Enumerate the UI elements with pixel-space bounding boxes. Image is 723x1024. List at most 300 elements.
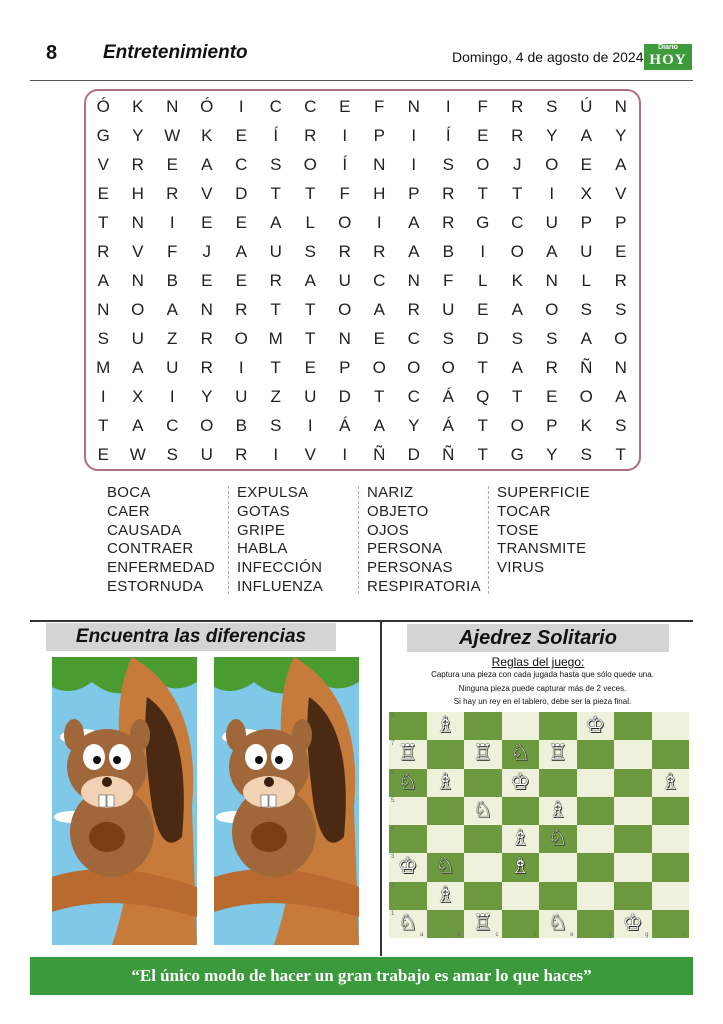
grid-letter: R [235, 444, 248, 464]
chess-piece: ♗ [435, 713, 456, 739]
grid-letter: B [235, 415, 247, 435]
file-label: f [609, 932, 611, 938]
grid-letter: E [477, 299, 489, 319]
grid-letter: T [98, 212, 109, 232]
board-square [427, 769, 465, 797]
file-label: h [682, 932, 686, 938]
word-item: GRIPE [237, 521, 286, 539]
word-item: CAER [107, 502, 150, 520]
grid-letter: U [166, 357, 179, 377]
word-item: TOSE [497, 521, 539, 539]
grid-letter: C [407, 386, 420, 406]
file-label: e [570, 932, 574, 938]
grid-letter: P [408, 183, 420, 203]
chess-piece: ♔ [510, 769, 531, 795]
squirrel-illustration [214, 657, 359, 945]
grid-letter: E [304, 357, 316, 377]
board-square [614, 882, 652, 910]
chess-piece: ♘ [510, 741, 531, 767]
grid-letter: R [166, 183, 179, 203]
grid-letter: T [512, 386, 523, 406]
word-item: VIRUS [497, 559, 545, 577]
squirrel-illustration [52, 657, 197, 945]
board-square [614, 853, 652, 881]
grid-letter: R [269, 270, 282, 290]
chess-piece: ♔ [397, 854, 418, 880]
board-square [427, 910, 465, 938]
grid-letter: I [445, 96, 451, 116]
grid-letter: N [373, 154, 386, 174]
grid-letter: N [545, 270, 558, 290]
file-label: d [532, 932, 536, 938]
grid-letter: K [132, 96, 144, 116]
board-square [464, 882, 502, 910]
grid-letter: S [615, 299, 627, 319]
grid-letter: S [580, 444, 592, 464]
grid-letter: R [442, 212, 455, 232]
board-square [614, 712, 652, 740]
board-square [427, 882, 465, 910]
grid-letter: R [200, 328, 213, 348]
squirrel-image-left [52, 657, 197, 945]
chess-piece: ♗ [435, 769, 456, 795]
grid-letter: E [373, 328, 385, 348]
grid-row [86, 266, 638, 295]
word-item: RESPIRATORIA [367, 577, 481, 595]
grid-letter: A [580, 125, 592, 145]
grid-letter: T [477, 444, 488, 464]
word-item: OBJETO [367, 502, 429, 520]
grid-letter: G [476, 212, 490, 232]
word-item: PERSONA [367, 540, 443, 558]
grid-letter: P [615, 212, 627, 232]
word-search-grid [86, 92, 638, 469]
grid-row [86, 150, 638, 179]
grid-letter: K [580, 415, 592, 435]
word-item: INFECCIÓN [237, 559, 323, 577]
grid-letter: A [97, 270, 109, 290]
grid-letter: Í [273, 125, 279, 145]
grid-letter: E [339, 96, 351, 116]
word-column [104, 484, 234, 596]
rank-label: 4 [391, 826, 395, 832]
grid-letter: N [338, 328, 351, 348]
board-square [464, 740, 502, 768]
grid-letter: E [235, 125, 247, 145]
grid-letter: E [580, 154, 592, 174]
grid-letter: C [269, 96, 282, 116]
squirrel-image-right [214, 657, 359, 945]
grid-row [86, 353, 638, 382]
grid-letter: R [200, 357, 213, 377]
grid-letter: V [201, 183, 213, 203]
grid-letter: O [545, 299, 559, 319]
board-square [577, 853, 615, 881]
grid-letter: A [511, 299, 523, 319]
chess-piece: ♖ [472, 910, 493, 936]
chess-piece: ♘ [547, 826, 568, 852]
board-square [652, 910, 690, 938]
file-label: a [420, 932, 424, 938]
issue-date: Domingo, 4 de agosto de 2024 [452, 49, 644, 65]
grid-row [86, 382, 638, 411]
grid-letter: N [407, 270, 420, 290]
grid-letter: R [511, 96, 524, 116]
grid-letter: S [511, 328, 523, 348]
board-square [389, 712, 427, 740]
board-square [652, 712, 690, 740]
grid-letter: T [615, 444, 626, 464]
rank-label: 8 [391, 713, 395, 719]
grid-letter: C [304, 96, 317, 116]
grid-letter: Q [476, 386, 490, 406]
grid-letter: R [235, 299, 248, 319]
grid-letter: O [510, 415, 524, 435]
grid-letter: A [304, 270, 316, 290]
board-square [502, 769, 540, 797]
grid-letter: N [131, 212, 144, 232]
rank-label: 7 [391, 741, 395, 748]
grid-letter: E [477, 125, 489, 145]
grid-letter: A [615, 154, 627, 174]
grid-letter: C [373, 270, 386, 290]
board-square [502, 825, 540, 853]
grid-letter: O [234, 328, 248, 348]
grid-letter: E [615, 241, 627, 261]
grid-letter: I [342, 125, 348, 145]
board-square [539, 853, 577, 881]
grid-letter: S [442, 154, 454, 174]
board-square [389, 910, 427, 938]
word-item: ENFERMEDAD [107, 559, 216, 577]
grid-letter: B [442, 241, 454, 261]
grid-letter: O [510, 241, 524, 261]
grid-letter: N [614, 357, 627, 377]
grid-letter: Z [167, 328, 178, 348]
grid-letter: A [235, 241, 247, 261]
header-divider [30, 80, 693, 81]
grid-row [86, 411, 638, 440]
chess-piece: ♗ [510, 826, 531, 852]
board-square [539, 712, 577, 740]
word-item: BOCA [107, 484, 151, 501]
grid-letter: A [373, 299, 385, 319]
grid-letter: D [338, 386, 351, 406]
grid-row [86, 237, 638, 266]
grid-letter: Í [342, 154, 348, 174]
grid-letter: O [545, 154, 559, 174]
grid-letter: Y [201, 386, 213, 406]
grid-letter: E [235, 270, 247, 290]
grid-letter: R [338, 241, 351, 261]
rule-2: Ninguna pieza puede capturar más de 2 veces. [458, 684, 627, 693]
rank-label: 3 [391, 854, 395, 861]
grid-letter: S [270, 154, 282, 174]
word-column-separator [228, 486, 229, 594]
rule-3: Si hay un rey en el tablero, debe ser la pieza final. [453, 697, 632, 706]
grid-letter: C [511, 212, 524, 232]
grid-letter: Á [339, 415, 351, 435]
grid-letter: U [200, 444, 213, 464]
board-square [389, 740, 427, 768]
word-item: SUPERFICIE [497, 484, 591, 501]
grid-letter: N [407, 96, 420, 116]
board-square [389, 797, 427, 825]
grid-letter: N [131, 270, 144, 290]
grid-letter: R [511, 125, 524, 145]
board-square [652, 740, 690, 768]
chessboard [389, 712, 689, 938]
grid-letter: R [442, 183, 455, 203]
board-square [652, 882, 690, 910]
grid-letter: T [305, 328, 316, 348]
grid-letter: A [270, 212, 282, 232]
grid-letter: I [480, 241, 486, 261]
board-square [539, 910, 577, 938]
word-item: CAUSADA [107, 521, 182, 539]
word-item: ESTORNUDA [107, 577, 204, 595]
grid-letter: S [97, 328, 109, 348]
grid-letter: P [580, 212, 592, 232]
grid-letter: I [273, 444, 279, 464]
chess-piece: ♘ [547, 910, 568, 936]
grid-letter: D [407, 444, 420, 464]
grid-letter: P [339, 357, 351, 377]
grid-letter: U [580, 241, 593, 261]
board-square [464, 797, 502, 825]
grid-letter: Ú [580, 96, 593, 116]
grid-letter: R [97, 241, 110, 261]
grid-letter: O [476, 154, 490, 174]
chess-piece: ♗ [435, 882, 456, 908]
grid-letter: S [304, 241, 316, 261]
grid-letter: R [614, 270, 627, 290]
grid-letter: Z [270, 386, 281, 406]
grid-letter: E [97, 183, 109, 203]
section-divider [30, 620, 693, 622]
chess-title: Ajedrez Solitario [407, 624, 669, 652]
rank-label: 2 [391, 882, 395, 889]
logo-small-text: Diario [658, 44, 678, 51]
board-square [464, 910, 502, 938]
grid-letter: T [512, 183, 523, 203]
board-square [427, 797, 465, 825]
grid-letter: S [546, 96, 558, 116]
grid-letter: A [511, 357, 523, 377]
grid-letter: I [169, 212, 175, 232]
grid-letter: P [546, 415, 558, 435]
grid-letter: N [166, 96, 179, 116]
word-column-separator [488, 486, 489, 594]
chess-piece: ♘ [397, 769, 418, 795]
grid-letter: Y [132, 125, 144, 145]
grid-letter: S [546, 328, 558, 348]
differences-title: Encuentra las diferencias [46, 623, 336, 651]
grid-letter: A [132, 357, 144, 377]
grid-letter: N [97, 299, 110, 319]
grid-letter: Ó [200, 96, 214, 116]
grid-letter: O [407, 357, 421, 377]
board-square [389, 853, 427, 881]
board-square [427, 853, 465, 881]
grid-letter: T [270, 299, 281, 319]
grid-letter: U [269, 241, 282, 261]
file-label: g [645, 932, 649, 938]
grid-letter: S [442, 328, 454, 348]
grid-letter: L [478, 270, 488, 290]
chess-piece: ♗ [660, 769, 681, 795]
chess-piece: ♘ [397, 910, 418, 936]
grid-letter: S [166, 444, 178, 464]
grid-letter: N [614, 96, 627, 116]
grid-letter: I [342, 444, 348, 464]
grid-letter: R [545, 357, 558, 377]
grid-letter: U [235, 386, 248, 406]
board-square [502, 712, 540, 740]
board-square [427, 740, 465, 768]
word-item: NARIZ [367, 484, 414, 501]
grid-letter: T [477, 183, 488, 203]
word-list [104, 484, 624, 596]
grid-letter: U [131, 328, 144, 348]
chess-piece: ♖ [472, 741, 493, 767]
grid-letter: G [510, 444, 524, 464]
board-square [652, 769, 690, 797]
grid-letter: I [411, 125, 417, 145]
grid-letter: A [166, 299, 178, 319]
word-item: PERSONAS [367, 559, 453, 577]
board-square [539, 882, 577, 910]
grid-letter: F [374, 96, 385, 116]
grid-letter: R [373, 241, 386, 261]
grid-letter: C [235, 154, 248, 174]
word-column-separator [358, 486, 359, 594]
grid-letter: D [235, 183, 248, 203]
rule-1: Captura una pieza con cada jugada hasta que sólo quede una. [431, 670, 654, 679]
grid-letter: P [373, 125, 385, 145]
grid-letter: Y [546, 444, 558, 464]
grid-letter: I [307, 415, 313, 435]
chess-piece: ♘ [435, 854, 456, 880]
board-square [502, 797, 540, 825]
grid-letter: A [615, 386, 627, 406]
board-square [427, 825, 465, 853]
grid-letter: U [304, 386, 317, 406]
board-square [652, 797, 690, 825]
grid-letter: T [305, 299, 316, 319]
grid-letter: D [476, 328, 489, 348]
grid-letter: T [477, 357, 488, 377]
grid-letter: A [408, 241, 420, 261]
word-item: EXPULSA [237, 484, 309, 501]
grid-row [86, 295, 638, 324]
grid-letter: O [614, 328, 628, 348]
grid-letter: A [132, 415, 144, 435]
grid-letter: H [373, 183, 386, 203]
board-square [577, 882, 615, 910]
grid-letter: R [407, 299, 420, 319]
newspaper-logo [644, 44, 692, 70]
grid-letter: F [167, 241, 178, 261]
grid-letter: I [411, 154, 417, 174]
grid-letter: S [615, 415, 627, 435]
grid-letter: U [545, 212, 558, 232]
grid-letter: Y [615, 125, 627, 145]
grid-letter: I [376, 212, 382, 232]
board-square [614, 740, 652, 768]
grid-letter: Á [442, 415, 454, 435]
grid-letter: M [96, 357, 111, 377]
grid-letter: V [615, 183, 627, 203]
word-item: HABLA [237, 540, 288, 558]
chess-piece: ♗ [547, 797, 568, 823]
board-square [539, 740, 577, 768]
grid-letter: Y [408, 415, 420, 435]
chess-piece: ♔ [622, 910, 643, 936]
grid-letter: O [372, 357, 386, 377]
grid-letter: O [303, 154, 317, 174]
rank-label: 5 [391, 797, 395, 804]
grid-letter: Y [546, 125, 558, 145]
board-square [614, 825, 652, 853]
grid-letter: H [131, 183, 144, 203]
grid-letter: R [304, 125, 317, 145]
chess-piece: ♖ [547, 741, 568, 767]
grid-letter: Í [445, 125, 451, 145]
grid-letter: A [408, 212, 420, 232]
grid-letter: O [200, 415, 214, 435]
word-column [234, 484, 364, 596]
grid-letter: L [305, 212, 315, 232]
grid-letter: V [132, 241, 144, 261]
board-square [652, 825, 690, 853]
grid-letter: X [580, 183, 592, 203]
board-square [539, 797, 577, 825]
word-item: TRANSMITE [497, 540, 587, 558]
board-square [389, 825, 427, 853]
grid-letter: W [164, 125, 181, 145]
file-label: c [495, 932, 499, 938]
word-column [364, 484, 494, 596]
grid-letter: O [338, 299, 352, 319]
board-square [577, 769, 615, 797]
word-column [494, 484, 624, 596]
word-item: INFLUENZA [237, 577, 324, 595]
grid-letter: Ó [96, 96, 110, 116]
word-item: GOTAS [237, 502, 290, 520]
grid-letter: K [511, 270, 523, 290]
grid-letter: Ñ [580, 357, 593, 377]
grid-letter: C [407, 328, 420, 348]
page-number: 8 [46, 42, 58, 64]
board-square [614, 769, 652, 797]
grid-letter: O [338, 212, 352, 232]
grid-letter: E [166, 154, 178, 174]
grid-letter: W [129, 444, 146, 464]
grid-letter: T [270, 357, 281, 377]
chess-piece: ♗ [510, 854, 531, 880]
grid-letter: F [477, 96, 488, 116]
grid-letter: V [97, 154, 109, 174]
grid-letter: G [96, 125, 110, 145]
grid-row [86, 121, 638, 150]
board-square [464, 825, 502, 853]
grid-letter: N [200, 299, 213, 319]
grid-letter: J [513, 154, 522, 174]
board-square [577, 825, 615, 853]
grid-letter: E [201, 270, 213, 290]
grid-letter: O [579, 386, 593, 406]
